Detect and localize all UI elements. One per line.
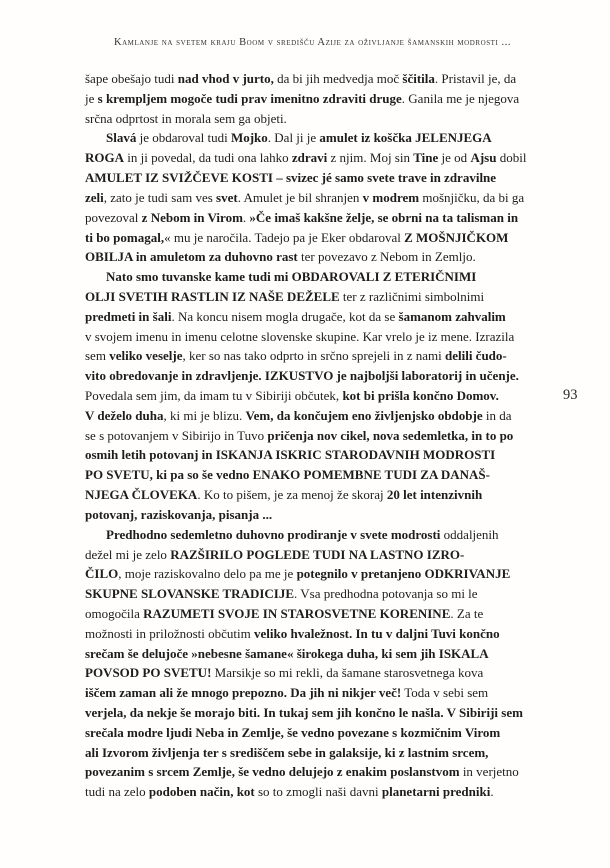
text-run: , ki mi je blizu. — [163, 407, 246, 423]
text-line — [85, 723, 540, 743]
text-line — [85, 604, 540, 624]
text-run: . Za te — [450, 605, 484, 621]
text-line — [85, 148, 540, 168]
text-run: dežel mi je zelo — [85, 546, 171, 562]
bold-text-run: verjela, da nekje še morajo biti. In tukaj sem jih končno le našla. V Sibiriji sem — [85, 705, 523, 720]
bold-text-run: 20 let intenzivnih — [386, 487, 483, 503]
bold-text-run: povezanim s srcem Zemlje, še vedno delujejo z enakim poslanstvom — [85, 764, 460, 780]
text-run: in verjetno — [459, 764, 519, 780]
bold-text-run: Nato smo tuvanske kame tudi mi OBDAROVALI Z ETERIČNIMI — [106, 269, 477, 285]
bold-text-run: NJEGA ČLOVEKA — [85, 487, 198, 503]
page-number: 93 — [563, 387, 578, 403]
bold-text-run: delili čudo- — [444, 348, 507, 364]
text-run: Toda v sebi sem — [401, 685, 489, 701]
text-line — [85, 445, 540, 465]
bold-text-run: Mojko — [230, 130, 268, 146]
bold-text-run: SKUPNE SLOVANSKE TRADICIJE — [85, 586, 295, 602]
text-line — [85, 267, 540, 287]
bold-text-run: V deželo duha — [85, 407, 164, 423]
text-run: . Ganila me je njegova — [401, 90, 520, 106]
text-line — [85, 683, 540, 703]
bold-text-run: potovanj, raziskovanja, pisanja ... — [85, 506, 273, 522]
bold-text-run: Vem, da končujem eno življenjsko obdobje — [245, 407, 483, 423]
bold-text-run: RAZŠIRILO POGLEDE TUDI NA LASTNO IZRO- — [170, 546, 465, 562]
text-run: sem — [85, 348, 110, 364]
text-run: . Na koncu nisem mogla drugače, kot da se — [171, 308, 399, 324]
text-line — [85, 584, 540, 604]
bold-text-run: nad vhod v jurto, — [177, 71, 274, 86]
running-header: Kamlanje na svetem kraju Boom v središču Azije za oživljanje šamanskih modrosti ... — [113, 37, 512, 48]
text-run: . Ko to pišem, je za menoj že skoraj — [197, 487, 387, 503]
text-line — [85, 485, 540, 505]
text-run: da bi jih medvedja moč — [273, 71, 403, 86]
bold-text-run: osmih letih potovanj in ISKANJA ISKRIC STARODAVNIH MODROSTI — [85, 447, 496, 463]
text-line — [85, 287, 540, 307]
text-line — [85, 208, 540, 228]
bold-text-run: ti bo pomagal, — [85, 229, 165, 245]
text-run: z njim. Moj sin — [327, 150, 414, 166]
bold-text-run: zdravi — [291, 150, 328, 166]
text-run: . Pristavil je, da — [434, 71, 517, 86]
bold-text-run: POVSOD PO SVETU! — [85, 665, 212, 681]
bold-text-run: ROGA — [85, 150, 124, 166]
bold-text-run: srečala modre ljudi Neba in Zemlje, še vedno povezane s kozmičnim Virom — [85, 724, 501, 740]
text-line — [85, 762, 540, 782]
bold-text-run: s krempljem mogoče tudi prav imenitno zdraviti druge — [97, 90, 402, 106]
text-run: , moje raziskovalno delo pa me je — [118, 566, 297, 582]
text-run: je — [85, 90, 98, 106]
bold-text-run: planetarni predniki — [381, 784, 491, 800]
bold-text-run: pričenja nov cikel, nova sedemletka, in to po — [267, 427, 514, 443]
text-line — [85, 703, 540, 723]
bold-text-run: kot bi prišla končno Domov. — [342, 388, 499, 403]
text-line — [85, 188, 540, 208]
text-line — [85, 782, 540, 802]
text-run: « mu je naročila. Tadejo pa je Eker obdaroval — [164, 229, 405, 245]
text-line — [85, 307, 540, 327]
text-run: je obdaroval tudi — [136, 130, 231, 146]
text-line — [85, 624, 540, 644]
text-run: so to zmogli naši davni — [254, 784, 382, 800]
bold-text-run: v modrem — [362, 189, 420, 205]
text-run: se s potovanjem v Sibirijo in Tuvo — [85, 427, 268, 443]
text-run: . Amulet je bil shranjen — [237, 189, 363, 205]
text-run: Povedala sem jim, da imam tu v Sibiriji občutek, — [85, 388, 343, 403]
text-run: dobil — [496, 150, 527, 166]
text-line — [85, 346, 540, 366]
text-run: možnosti in priložnosti občutim — [85, 625, 254, 641]
bold-text-run: ČILO — [85, 566, 119, 582]
bold-text-run: »Če imaš kakšne želje, se obrni na ta talisman in — [249, 209, 519, 225]
bold-text-run: potegnilo v pretanjeno ODKRIVANJE — [296, 566, 511, 582]
bold-text-run: svet — [216, 189, 238, 205]
bold-text-run: OBILJA in amuletom za duhovno rast — [85, 249, 298, 265]
text-line — [85, 247, 540, 267]
bold-text-run: zeli — [85, 189, 104, 205]
text-line — [85, 366, 540, 386]
bold-text-run: šamanom zahvalim — [398, 308, 506, 324]
bold-text-run: iščem zaman ali že mnogo prepozno. Da jih ni nikjer več! — [85, 685, 402, 701]
bold-text-run: OLJI SVETIH RASTLIN IZ NAŠE DEŽELE — [85, 288, 340, 304]
text-run: tudi na zelo — [85, 784, 149, 800]
text-run: . — [242, 209, 250, 225]
bold-text-run: vito obredovanje in zdravljenje. IZKUSTVO je najboljši laboratorij in učenje. — [85, 368, 519, 384]
text-line — [85, 545, 540, 565]
text-run: povezoval — [85, 209, 142, 225]
text-run: mošnjičku, da bi ga — [419, 189, 525, 205]
text-line — [85, 743, 540, 763]
bold-text-run: veliko veselje — [109, 348, 183, 364]
text-line — [85, 644, 540, 664]
text-run: in ji povedal, da tudi ona lahko — [124, 150, 292, 166]
text-run: srčna odprtost in morala sem ga objeti. — [85, 110, 287, 126]
bold-text-run: Z MOŠNJIČKOM — [404, 229, 509, 245]
bold-text-run: Ajsu — [470, 150, 497, 166]
bold-text-run: Slavá — [106, 130, 137, 146]
text-run: . Vsa predhodna potovanja so mi le — [294, 586, 478, 602]
text-line — [85, 69, 540, 89]
bold-text-run: z Nebom in Virom — [141, 209, 243, 225]
bold-text-run: PO SVETU, ki pa so še vedno ENAKO POMEMBNE TUDI ZA DANAŠ- — [85, 467, 490, 483]
text-run: ter povezavo z Nebom in Zemljo. — [297, 249, 476, 265]
text-line — [85, 386, 540, 406]
bold-text-run: AMULET IZ SVIŽČEVE KOSTI – svizec jé samo svete trave in zdravilne — [85, 170, 497, 186]
text-line — [85, 89, 540, 109]
bold-text-run: Predhodno sedemletno duhovno prodiranje v svete modrosti — [106, 526, 441, 542]
text-block — [85, 69, 540, 802]
bold-text-run: ščitila — [402, 71, 435, 86]
text-run: , zato je tudi sam ves — [103, 189, 217, 205]
text-line — [85, 465, 540, 485]
text-line — [85, 525, 540, 545]
text-run: šape obešajo tudi — [85, 71, 178, 86]
text-run: oddaljenih — [440, 526, 499, 542]
bold-text-run: predmeti in šali — [85, 308, 172, 324]
text-run: v svojem imenu in imenu celotne slovenske skupine. Kar vrelo je iz mene. Izrazila — [85, 328, 515, 344]
text-line — [85, 564, 540, 584]
text-run: omogočila — [85, 605, 144, 621]
text-line — [85, 168, 540, 188]
text-run: , ker so nas tako odprto in srčno sprejeli in z nami — [182, 348, 445, 364]
text-run: in da — [482, 407, 512, 423]
text-line — [85, 406, 540, 426]
text-line — [85, 228, 540, 248]
bold-text-run: RAZUMETI SVOJE IN STAROSVETNE KORENINE — [143, 605, 451, 621]
bold-text-run: veliko hvaležnost. In tu v daljni Tuvi končno — [254, 625, 500, 641]
text-line — [85, 128, 540, 148]
text-line — [85, 327, 540, 347]
bold-text-run: Tine — [413, 150, 439, 166]
text-line — [85, 505, 540, 525]
text-run: . — [490, 784, 494, 800]
bold-text-run: podoben način, kot — [148, 784, 255, 800]
bold-text-run: ali Izvorom življenja ter s središčem sebe in galaksije, ki z lastnim srcem, — [85, 744, 489, 760]
text-run: Marsikje so mi rekli, da šamane starosvetnega kova — [211, 665, 484, 681]
bold-text-run: amulet iz koščka JELENJEGA — [319, 130, 492, 146]
text-run: je od — [438, 150, 471, 166]
text-run: . Dal ji je — [267, 130, 320, 146]
text-run: ter z različnimi simbolnimi — [339, 288, 485, 304]
text-line — [85, 663, 540, 683]
bold-text-run: srečam še delujoče »nebesne šamane« širokega duha, ki sem jih ISKALA — [85, 645, 489, 661]
text-line — [85, 109, 540, 129]
text-line — [85, 426, 540, 446]
